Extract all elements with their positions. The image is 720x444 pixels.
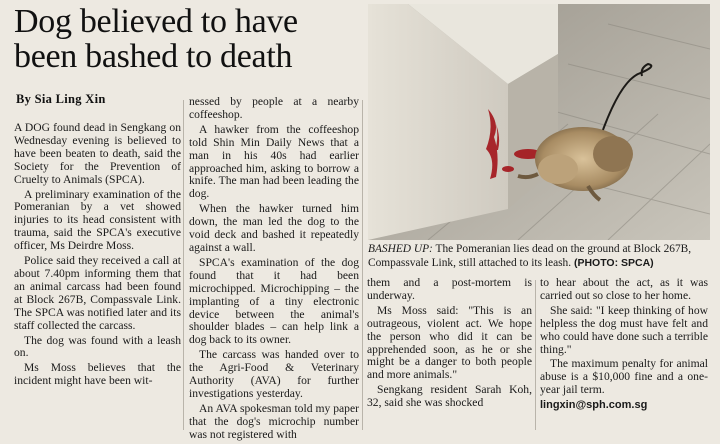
caption-label: BASHED UP: (368, 243, 433, 255)
paragraph: them and a post-mortem is underway. (367, 276, 532, 302)
column-1 (14, 122, 181, 390)
caption-credit: (PHOTO: SPCA) (573, 256, 654, 269)
paragraph: A preliminary examination of the Pomeranian by a vet showed injuries to its head consistent with trauma, said the SPCA's executive officer, Ms Deirdre Moss. (14, 187, 181, 253)
paragraph: The maximum penalty for animal abuse is a $10,000 fine and a one-year jail term. (540, 357, 708, 397)
article-photo (368, 4, 710, 240)
headline: Dog believed to have been bashed to death (14, 3, 298, 75)
column-3 (367, 277, 532, 412)
column-divider (183, 100, 184, 430)
paragraph: A hawker from the coffeeshop told Shin Min Daily News that a man in his 40s had earlier approached him, asking to borrow a knife. The man had been leading the dog. (189, 122, 359, 201)
byline: By Sia Ling Xin (16, 92, 106, 106)
paragraph: Ms Moss believes that the incident might have been wit- (14, 361, 181, 388)
author-email: lingxin@sph.com.sg (540, 399, 648, 412)
column-divider (362, 100, 363, 430)
paragraph: Ms Moss said: "This is an outrageous, violent act. We hope the person who did it can be apprehended soon, as he or she might be a danger to both people and more animals." (367, 303, 532, 382)
paragraph: SPCA's examination of the dog found that it had been microchipped. Microchipping – the implanting of a tiny electronic device between the animal's shoulder blades – can help link a dog back to its owner. (189, 255, 359, 347)
paragraph: An AVA spokesman told my paper that the dog's microchip number was not registered with (189, 401, 359, 441)
paragraph: A DOG found dead in Sengkang on Wednesday evening is believed to have been beaten to death, said the Society for the Prevention of Cruelty to Animals (SPCA). (14, 121, 181, 186)
paragraph: When the hawker turned him down, the man led the dog to the void deck and bashed it repeatedly against a wall. (189, 202, 359, 254)
paragraph: nessed by people at a nearby coffeeshop. (189, 95, 359, 121)
caption-text: The Pomeranian lies dead on the ground at Block 267B, Compassvale Link, still attached to its leash. (368, 243, 692, 269)
photo-caption (368, 243, 710, 270)
paragraph: Police said they received a call at about 7.40pm informing them that an animal carcass had been found at Block 267B, Compassvale Link. The SPCA was notified later and its staff collected the carcass. (14, 254, 181, 332)
column-2 (189, 96, 359, 444)
column-divider (535, 280, 536, 430)
paragraph: She said: "I keep thinking of how helpless the dog must have felt and who could have done such a terrible thing." (540, 303, 708, 356)
paragraph: The dog was found with a leash on. (14, 333, 181, 360)
paragraph: Sengkang resident Sarah Koh, 32, said she was shocked (367, 383, 532, 410)
column-4 (540, 277, 708, 414)
paragraph: to hear about the act, as it was carried out so close to her home. (540, 276, 708, 302)
paragraph: The carcass was handed over to the Agri-Food & Veterinary Authority (AVA) for further investigations yesterday. (189, 348, 359, 400)
